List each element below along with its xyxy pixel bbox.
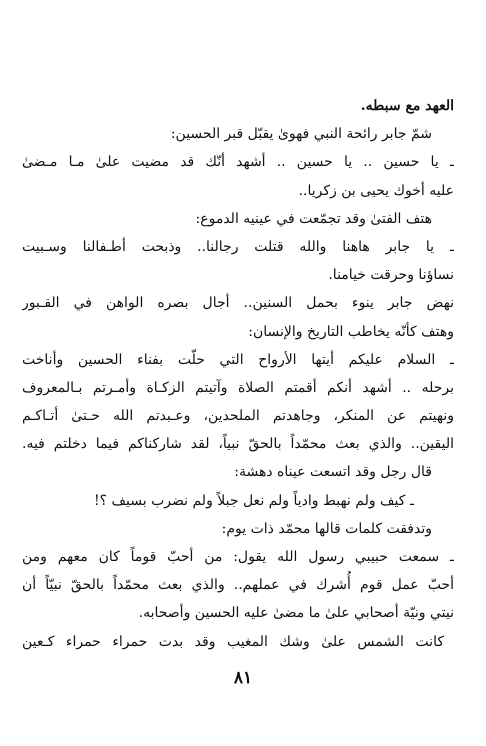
text-line: شمّ جابر رائحة النبي فهوىٰ يقبّل قبر الحسين: xyxy=(170,126,432,143)
text-line: ـ كيف ولم نهبط وادياً ولم نعل جبلاً ولم نضرب بسيف ؟! xyxy=(94,492,414,509)
text-line: وهتف كأنّه يخاطب التاريخ والإنسان: xyxy=(248,323,454,340)
text-line: وتدفقت كلمات قالها محمّد ذات يوم: xyxy=(221,520,432,537)
text-line: نهض جابر ينوء بحمل السنين.. أجال بصره الواهن في القـبور xyxy=(22,295,454,312)
text-line: العهد مع سبطه. xyxy=(360,98,454,114)
text-line: نساؤنا وحرقت خيامنا. xyxy=(328,267,454,284)
text-line: نيتي ونيّة أصحابي علىٰ ما مضىٰ عليه الحسين وأصحابه. xyxy=(138,605,454,622)
text-line: ـ السلام عليكم أيتها الأرواح التي حلّت بفناء الحسين وأناخت xyxy=(22,351,454,368)
text-line: ـ يا حسين .. يا حسين .. أشهد أنّك قد مضيت علىٰ مـا مـضىٰ xyxy=(22,154,454,171)
page-number: ٨١ xyxy=(233,668,253,688)
text-line: كانت الشمس علىٰ وشك المغيب وقد بدت حمراء حمراء كـعين xyxy=(22,633,444,650)
body-text xyxy=(22,92,454,656)
text-line: ـ سمعت حبيبي رسول الله يقول: من أحبّ قوماً كان معهم ومن xyxy=(22,549,454,565)
text-line: قال رجل وقد اتسعت عيناه دهشة: xyxy=(234,464,432,481)
text-line: ونهيتم عن المنكر، وجاهدتم الملحدين، وعـبدتم الله حـتىٰ أتـاكـم xyxy=(22,408,454,425)
text-line: برحله .. أشهد أنكم أقمتم الصلاة وآتيتم الزكـاة وأمـرتم بـالمعروف xyxy=(22,379,454,396)
text-line: أحبّ عمل قوم أُشرك في عملهم.. والذي بعث محمّداً بالحقّ نبيّاً أن xyxy=(22,577,454,594)
text-line: هتف الفتىٰ وقد تجمّعت في عينيه الدموع: xyxy=(195,210,432,227)
text-line: ـ يا جابر هاهنا والله قتلت رجالنا.. وذبحت أطـفالنا وسـبيت xyxy=(22,238,454,255)
text-line: اليقين.. والذي بعث محمّداً بالحقّ نبياً، لقد شاركناكم فيما دخلتم فيه. xyxy=(22,436,454,453)
text-line: عليه أخوك يحيى بن زكريا.. xyxy=(298,182,454,199)
